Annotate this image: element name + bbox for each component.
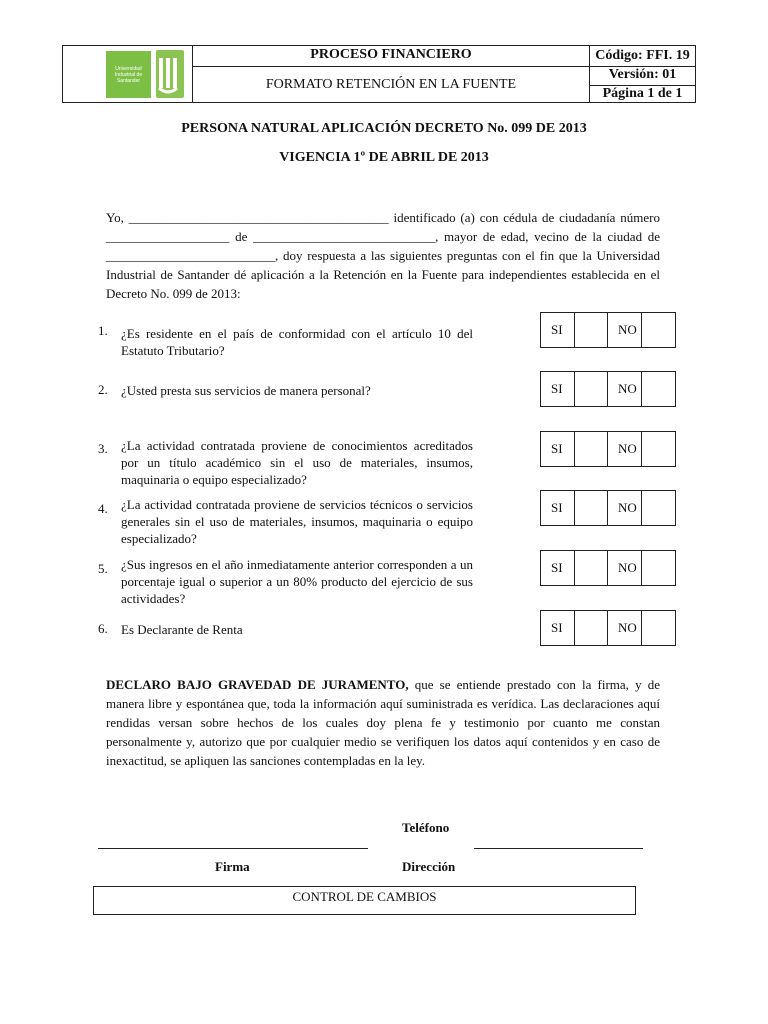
no-label: NO	[608, 432, 642, 466]
answer-row	[540, 550, 676, 586]
header-divider	[193, 66, 589, 67]
question-number: 5.	[98, 561, 108, 576]
question-text: ¿Es residente en el país de conformidad con el artículo 10 del Estatuto Tributario?	[121, 326, 473, 358]
signature-line[interactable]	[98, 848, 368, 849]
no-label: NO	[608, 551, 642, 585]
yes-checkbox[interactable]	[575, 551, 608, 585]
yes-checkbox[interactable]	[575, 313, 608, 347]
document-title: PERSONA NATURAL APLICACIÓN DECRETO No. 099 DE 2013	[181, 121, 587, 136]
answer-row	[540, 312, 676, 348]
no-checkbox[interactable]	[642, 372, 675, 406]
document-subtitle: VIGENCIA 1º DE ABRIL DE 2013	[279, 150, 489, 165]
yes-label: SI	[541, 551, 575, 585]
question-text: ¿Usted presta sus servicios de manera personal?	[121, 383, 371, 398]
page-label: Página 1 de 1	[602, 86, 683, 101]
yes-checkbox[interactable]	[575, 372, 608, 406]
yes-checkbox[interactable]	[575, 491, 608, 525]
question-number: 3.	[98, 441, 108, 456]
no-checkbox[interactable]	[642, 611, 675, 645]
phone-label: Teléfono	[402, 820, 450, 835]
question-text: Es Declarante de Renta	[121, 622, 243, 637]
answer-row	[540, 371, 676, 407]
yes-checkbox[interactable]	[575, 432, 608, 466]
answer-row	[540, 431, 676, 467]
signature-label: Firma	[215, 859, 250, 874]
question-number: 6.	[98, 621, 108, 636]
declaration-bold: DECLARO BAJO GRAVEDAD DE JURAMENTO,	[106, 677, 409, 692]
question-number: 2.	[98, 382, 108, 397]
process-title: PROCESO FINANCIERO	[310, 47, 472, 62]
question-number: 1.	[98, 323, 108, 338]
no-checkbox[interactable]	[642, 432, 675, 466]
yes-checkbox[interactable]	[575, 611, 608, 645]
uis-emblem-icon	[156, 50, 184, 98]
intro-paragraph: Yo, ________________________________________ identificado (a) con cédula de ciudadanía número ___________________ de ____________________________, mayor de edad, vecino de la ciudad de __________________________, doy respuesta a las siguientes preguntas con el fin que la Universidad Industrial de Santander dé aplicación a la Retención en la Fuente para independientes establecida en el Decreto No. 099 de 2013:	[106, 210, 660, 301]
no-checkbox[interactable]	[642, 313, 675, 347]
address-label: Dirección	[402, 859, 456, 874]
answer-row	[540, 490, 676, 526]
logo-text: Universidad Industrial de Santander	[114, 65, 143, 84]
question-number: 4.	[98, 501, 108, 516]
yes-label: SI	[541, 491, 575, 525]
declaration-text: que se entiende prestado con la firma, y de manera libre y espontánea que, toda la información aquí suministrada es verídica. Las declaraciones aquí rendidas versan sobre hechos de los cuales doy plena fe y testimonio por cuanto me constan personalmente y, autorizo que por cualquier medio se verifiquen los datos aquí contenidos y en caso de inexactitud, se apliquen las sanciones contempladas en la ley.	[106, 677, 660, 768]
phone-line[interactable]	[474, 848, 643, 849]
control-changes-box	[93, 886, 636, 915]
university-logo	[106, 51, 151, 98]
control-changes-label: CONTROL DE CAMBIOS	[292, 889, 437, 904]
no-checkbox[interactable]	[642, 491, 675, 525]
answer-row	[540, 610, 676, 646]
question-text: ¿Sus ingresos en el año inmediatamente anterior corresponden a un porcentaje igual o superior a un 80% producto del ejercicio de sus actividades?	[121, 557, 473, 606]
no-label: NO	[608, 491, 642, 525]
no-label: NO	[608, 372, 642, 406]
yes-label: SI	[541, 313, 575, 347]
yes-label: SI	[541, 611, 575, 645]
version-label: Versión: 01	[608, 67, 677, 82]
yes-label: SI	[541, 372, 575, 406]
no-label: NO	[608, 611, 642, 645]
declaration-paragraph	[106, 675, 660, 770]
no-label: NO	[608, 313, 642, 347]
format-title: FORMATO RETENCIÓN EN LA FUENTE	[265, 77, 517, 92]
code-label: Código: FFI. 19	[595, 48, 690, 63]
question-text: ¿La actividad contratada proviene de servicios técnicos o servicios generales sin el uso de materiales, insumos, maquinaria o equipo especializado?	[121, 497, 473, 546]
yes-label: SI	[541, 432, 575, 466]
no-checkbox[interactable]	[642, 551, 675, 585]
question-text: ¿La actividad contratada proviene de conocimientos acreditados por un título académico sin el uso de materiales, insumos, maquinaria o equipo especializado?	[121, 438, 473, 487]
